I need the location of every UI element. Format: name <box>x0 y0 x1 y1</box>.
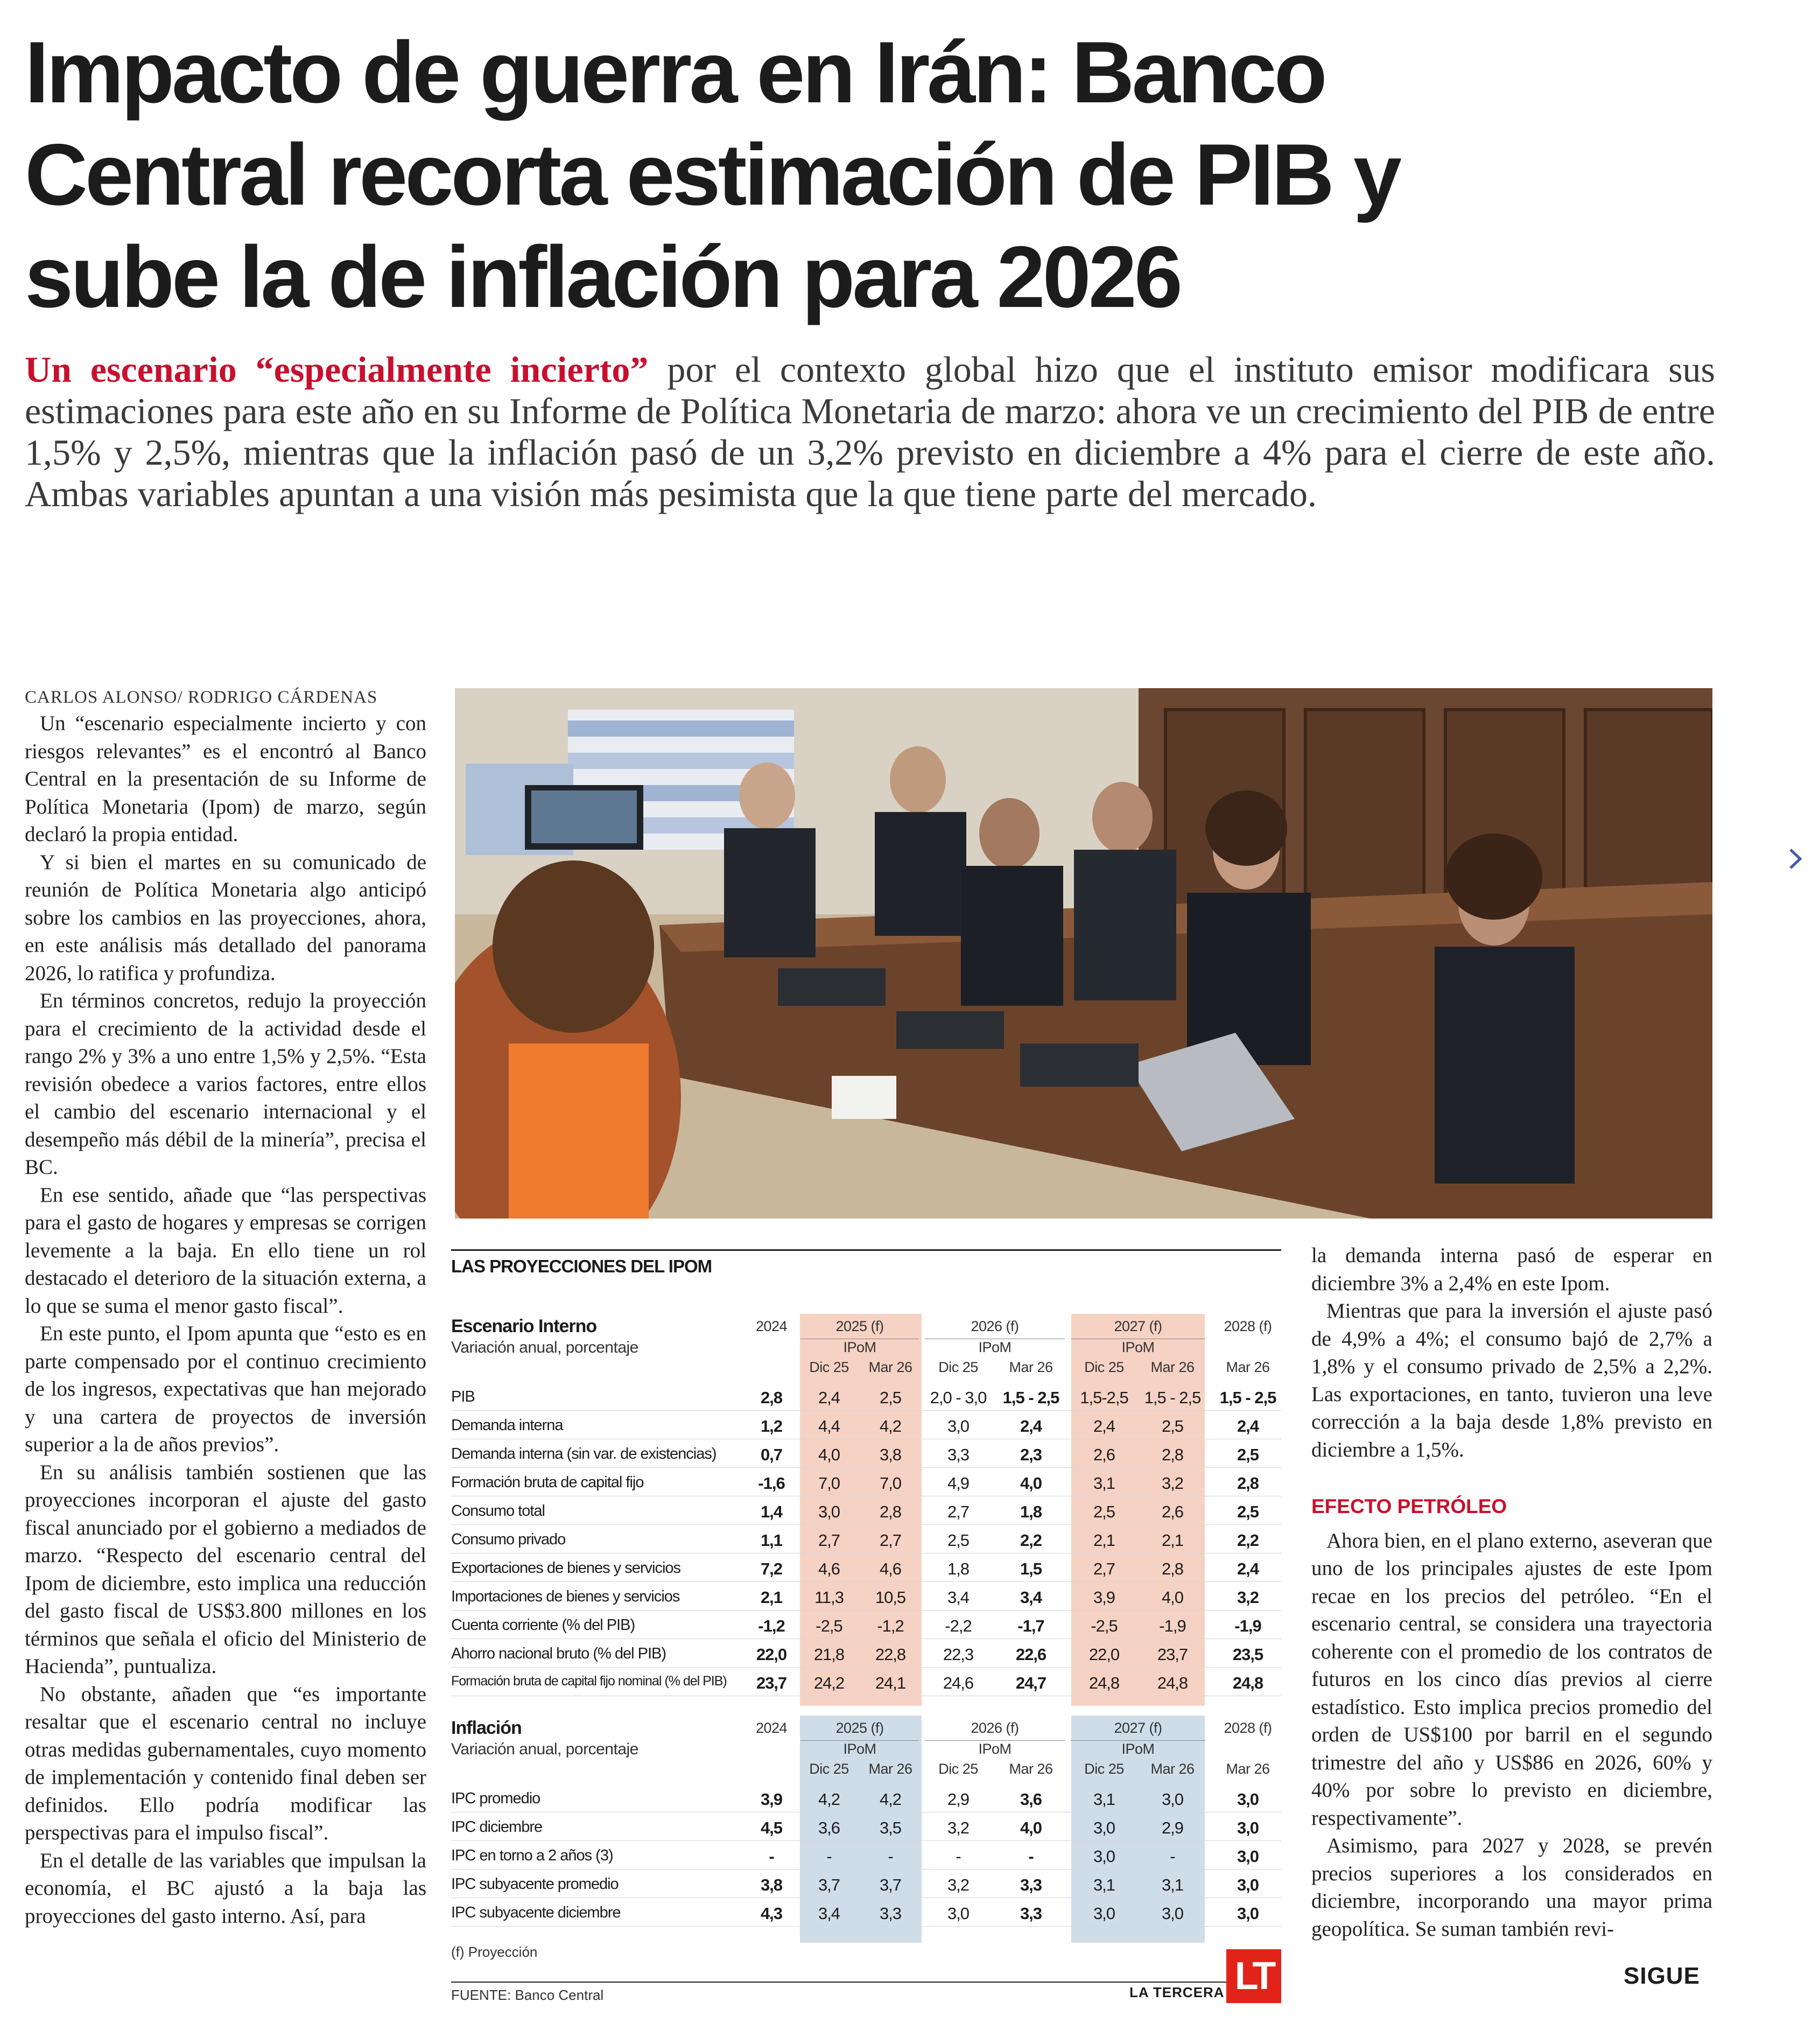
cell-value: 1,5 - 2,5 <box>1002 1388 1059 1407</box>
cell-value: 2,5 <box>1161 1417 1184 1436</box>
cell-value: 1,1 <box>760 1531 783 1550</box>
table-row <box>451 1783 1281 1812</box>
cell-value: 3,0 <box>1161 1904 1184 1923</box>
cell-value: 1,2 <box>760 1417 783 1436</box>
cell-value: 2,7 <box>818 1531 840 1550</box>
section-subhead: EFECTO PETRÓLEO <box>1311 1495 1507 1517</box>
row-label: Formación bruta de capital fijo <box>451 1474 644 1491</box>
cell-value: 22,6 <box>1015 1645 1047 1664</box>
deck-text: por el contexto global hizo que el instituto emisor modificara sus estimaciones para este año en su Informe de Política Monetaria de marzo: ahora ve un crecimiento del PIB de entre 1,5% y 2,5%, mientras que la inflación pasó de un 3,2% previsto en diciembre a 4% para el cierre de este año. Ambas variables apuntan a una visión más pesimista que la que tiene parte del mercado. <box>25 349 1715 514</box>
cell-value: 2,2 <box>1020 1531 1042 1550</box>
cell-value: 1,4 <box>760 1502 783 1521</box>
cell-value: 24,1 <box>875 1674 906 1692</box>
column-subheader: Mar 26 <box>1226 1761 1270 1777</box>
cell-value: 3,9 <box>760 1790 783 1809</box>
cell-value: 3,4 <box>1020 1588 1042 1607</box>
cell-value: 22,0 <box>756 1645 787 1664</box>
escenario-interno-section <box>451 1314 1281 1706</box>
column-subheader: Dic 25 <box>1084 1359 1124 1375</box>
cell-value: -1,2 <box>758 1616 785 1635</box>
cell-value: 2,7 <box>879 1531 902 1550</box>
cell-value: 3,3 <box>947 1445 970 1464</box>
cell-value: 1,8 <box>947 1559 970 1578</box>
la-tercera-logo: LT <box>1226 1949 1281 2003</box>
cell-value: - <box>956 1847 961 1866</box>
cell-value: 2,7 <box>947 1502 970 1521</box>
cell-value: 3,0 <box>1093 1847 1115 1866</box>
year-header: 2024 <box>755 1318 788 1334</box>
cell-value: 2,4 <box>1020 1417 1042 1436</box>
cell-value: 3,2 <box>1237 1588 1259 1607</box>
cell-value: 3,0 <box>1237 1875 1259 1894</box>
paragraph: En ese sentido, añade que “las perspectivas para el gasto de hogares y empresas se corrigen levemente a la baja. En ello tiene un rol destacado el deterioro de la situación externa, a lo que se suma el menor gasto fiscal”. <box>25 1183 426 1318</box>
paragraph: la demanda interna pasó de esperar en diciembre 3% a 2,4% en este Ipom. <box>1311 1244 1712 1295</box>
table-row <box>451 1869 1281 1898</box>
cell-value: 3,6 <box>818 1818 840 1837</box>
cell-value: 22,8 <box>875 1645 906 1664</box>
cell-value: 22,3 <box>943 1645 974 1664</box>
year-header: 2027 (f) <box>1114 1318 1162 1334</box>
cell-value: 24,7 <box>1015 1674 1047 1692</box>
table-title: LAS PROYECCIONES DEL IPOM <box>451 1249 1281 1277</box>
year-header: 2026 (f) <box>971 1318 1019 1334</box>
year-header: 2024 <box>755 1720 788 1736</box>
cell-value: 4,6 <box>879 1559 902 1578</box>
cell-value: 3,2 <box>1161 1474 1184 1493</box>
table-row <box>451 1382 1281 1411</box>
cell-value: 1,5 <box>1020 1559 1042 1578</box>
paragraph: Un “escenario especialmente incierto y con riesgos relevantes” es el encontró al Banco Central en la presentación de su Informe de Política Monetaria (Ipom) de marzo, según declaró la propia entidad. <box>25 712 426 846</box>
cell-value: 3,1 <box>1161 1875 1184 1894</box>
cell-value: 2,6 <box>1161 1502 1184 1521</box>
inflacion-section <box>451 1716 1281 1943</box>
meeting-photo-illustration <box>455 688 1712 1219</box>
table-row <box>451 1610 1281 1639</box>
cell-value: 4,9 <box>947 1474 970 1493</box>
headline: Impacto de guerra en Irán: Banco Central recorta estimación de PIB y sube la de inflación para 2026 <box>25 24 1399 326</box>
paragraph: Mientras que para la inversión el ajuste pasó de 4,9% a 4%; el consumo bajó de 2,7% a 1,8% y el consumo privado de 2,5% a 2,2%. Las exportaciones, en tanto, tuvieron una leve corrección a la baja desde 1,8% previsto en diciembre a 1,5%. <box>1311 1299 1712 1461</box>
cell-value: 4,0 <box>1020 1474 1042 1493</box>
cell-value: 4,5 <box>760 1818 783 1837</box>
cell-value: - <box>888 1847 893 1866</box>
cell-value: 3,0 <box>1237 1818 1259 1837</box>
row-label: PIB <box>451 1388 475 1405</box>
year-header: 2027 (f) <box>1114 1720 1162 1736</box>
table-row <box>451 1840 1281 1870</box>
cell-value: 24,8 <box>1232 1674 1263 1692</box>
paragraph: Ahora bien, en el plano externo, aseveran que uno de los principales ajustes de este Ipom recae en los precios del petróleo. “En el escenario central, se considera una trayectoria coherente con el promedio de los contratos de futuros en los cinco días previos al cierre estadístico. Esto implica precios promedio del orden de US$100 por barril en el segundo trimestre del año y US$86 en 2026, 60% y 40% por sobre lo previsto en diciembre, respectivamente”. <box>1311 1529 1712 1830</box>
cell-value: 4,0 <box>1020 1818 1042 1837</box>
cell-value: 23,7 <box>1157 1645 1188 1664</box>
cell-value: 1,5 - 2,5 <box>1219 1388 1276 1407</box>
paragraph: En este punto, el Ipom apunta que “esto es en parte compensado por el continuo crecimiento de los ingresos, expectativas que han mejorado y una cartera de proyectos de inversión superior a la de años previos”. <box>25 1322 426 1456</box>
row-label: Demanda interna (sin var. de existencias) <box>451 1445 717 1462</box>
cell-value: 3,0 <box>1237 1790 1259 1809</box>
cell-value: 2,3 <box>1020 1445 1042 1464</box>
cell-value: 2,8 <box>760 1388 783 1407</box>
cell-value: 2,4 <box>1093 1417 1115 1436</box>
publisher-name: LA TERCERA <box>1129 1984 1225 2000</box>
cell-value: 3,2 <box>947 1875 970 1894</box>
ipom-label: IPoM <box>925 1339 1065 1356</box>
cell-value: 2,8 <box>879 1502 902 1521</box>
cell-value: 2,4 <box>1237 1417 1259 1436</box>
next-arrow-button[interactable] <box>1776 840 1812 878</box>
column-subheader: Mar 26 <box>868 1359 912 1375</box>
cell-value: 4,2 <box>879 1417 902 1436</box>
cell-value: -1,6 <box>758 1474 785 1493</box>
row-label: Consumo total <box>451 1502 545 1520</box>
section-subtitle: Variación anual, porcentaje <box>451 1740 638 1758</box>
cell-value: 3,5 <box>879 1818 902 1837</box>
cell-value: 3,7 <box>818 1875 840 1894</box>
cell-value: 24,8 <box>1088 1674 1120 1692</box>
table-row <box>451 1524 1281 1553</box>
row-label: IPC subyacente promedio <box>451 1875 619 1893</box>
cell-value: 3,0 <box>1237 1847 1259 1866</box>
cell-value: 3,0 <box>947 1904 970 1923</box>
cell-value: 2,2 <box>1237 1531 1259 1550</box>
cell-value: 2,5 <box>879 1388 902 1407</box>
column-subheader: Dic 25 <box>809 1761 849 1777</box>
cell-value: 2,8 <box>1237 1474 1259 1493</box>
column-subheader: Mar 26 <box>1009 1761 1053 1777</box>
cell-value: 2,5 <box>947 1531 970 1550</box>
row-label: Consumo privado <box>451 1531 566 1548</box>
table-note: (f) Proyección <box>451 1944 538 1960</box>
cell-value: 3,4 <box>818 1904 840 1923</box>
cell-value: -1,2 <box>877 1616 904 1635</box>
cell-value: 3,9 <box>1093 1588 1115 1607</box>
cell-value: 3,3 <box>1020 1904 1042 1923</box>
cell-value: - <box>826 1847 832 1866</box>
cell-value: 4,0 <box>1161 1588 1184 1607</box>
column-subheader: Dic 25 <box>1084 1761 1124 1777</box>
cell-value: 3,0 <box>1093 1818 1115 1837</box>
column-subheader: Dic 25 <box>938 1359 978 1375</box>
table-row <box>451 1639 1281 1668</box>
ipom-label: IPoM <box>800 1339 919 1356</box>
column-subheader: Mar 26 <box>1150 1359 1195 1375</box>
cell-value: 3,0 <box>818 1502 840 1521</box>
cell-value: 11,3 <box>814 1588 844 1607</box>
row-label: Formación bruta de capital fijo nominal (% del PIB) <box>451 1674 727 1689</box>
cell-value: 10,5 <box>875 1588 906 1607</box>
deck-lead: Un escenario “especialmente incierto” <box>25 349 649 390</box>
section-subtitle: Variación anual, porcentaje <box>451 1339 638 1356</box>
cell-value: 4,2 <box>879 1790 902 1809</box>
year-header: 2025 (f) <box>835 1318 884 1334</box>
cell-value: 2,8 <box>1161 1445 1184 1464</box>
cell-value: 24,8 <box>1157 1674 1188 1692</box>
cell-value: 1,5 - 2,5 <box>1144 1388 1201 1407</box>
paragraph: En términos concretos, redujo la proyección para el crecimiento de la actividad desde el rango 2% y 3% a uno entre 1,5% y 2,5%. “Esta revisión obedece a varios factores, entre ellos el cambio del escenario internacional y el desempeño más débil de la minería”, precisa el BC. <box>25 989 426 1179</box>
cell-value: 3,3 <box>1020 1875 1042 1894</box>
cell-value: - <box>769 1847 774 1866</box>
cell-value: 4,6 <box>818 1559 840 1578</box>
cell-value: 7,0 <box>818 1474 840 1493</box>
cell-value: -2,5 <box>1091 1616 1118 1635</box>
column-subheader: Mar 26 <box>1009 1359 1053 1375</box>
cell-value: 2,9 <box>947 1790 970 1809</box>
cell-value: 23,5 <box>1232 1645 1263 1664</box>
cell-value: 3,1 <box>1093 1790 1115 1809</box>
year-header: 2028 (f) <box>1224 1720 1272 1736</box>
table-row <box>451 1553 1281 1582</box>
cell-value: 3,4 <box>947 1588 970 1607</box>
row-label: IPC en torno a 2 años (3) <box>451 1847 613 1864</box>
row-label: Importaciones de bienes y servicios <box>451 1588 680 1605</box>
table-row <box>451 1439 1281 1468</box>
cell-value: 3,1 <box>1093 1875 1115 1894</box>
cell-value: 0,7 <box>760 1445 783 1464</box>
paragraph: Asimismo, para 2027 y 2028, se prevén precios superiores a los considerados en diciembre, incorporando una mayor prima geopolítica. Se suman también revi- <box>1311 1834 1712 1941</box>
cell-value: -1,9 <box>1159 1616 1186 1635</box>
cell-value: 3,1 <box>1093 1474 1115 1493</box>
year-header: 2026 (f) <box>971 1720 1019 1736</box>
cell-value: 2,1 <box>760 1588 783 1607</box>
projections-table <box>451 1249 1281 2014</box>
row-label: Demanda interna <box>451 1417 563 1434</box>
column-subheader: Dic 25 <box>809 1359 849 1375</box>
row-label: IPC diciembre <box>451 1818 543 1836</box>
source-text: FUENTE: Banco Central <box>451 1987 604 2003</box>
left-column <box>25 685 426 1930</box>
cell-value: 4,2 <box>818 1790 840 1809</box>
cell-value: 7,2 <box>760 1559 783 1578</box>
ipom-label: IPoM <box>1071 1740 1205 1758</box>
cell-value: 2,9 <box>1161 1818 1184 1837</box>
cell-value: 3,3 <box>879 1904 902 1923</box>
cell-value: 3,2 <box>947 1818 970 1837</box>
cell-value: 2,4 <box>818 1388 840 1407</box>
paragraph: En el detalle de las variables que impulsan la economía, el BC ajustó a la baja las proyecciones del gasto interno. Así, para <box>25 1849 426 1928</box>
cell-value: 2,1 <box>1161 1531 1184 1550</box>
table-row <box>451 1898 1281 1927</box>
cell-value: -1,7 <box>1017 1616 1044 1635</box>
byline: CARLOS ALONSO/ RODRIGO CÁRDENAS <box>25 688 378 707</box>
ipom-label: IPoM <box>800 1740 919 1758</box>
cell-value: 1,5-2,5 <box>1080 1388 1128 1407</box>
cell-value: 21,8 <box>813 1645 845 1664</box>
column-subheader: Dic 25 <box>938 1761 978 1777</box>
cell-value: 3,0 <box>1237 1904 1259 1923</box>
row-label: Ahorro nacional bruto (% del PIB) <box>451 1645 666 1662</box>
column-subheader: Mar 26 <box>868 1761 912 1777</box>
cell-value: 2,5 <box>1237 1502 1259 1521</box>
section-title: Escenario Interno <box>451 1316 597 1336</box>
cell-value: 4,3 <box>760 1904 783 1923</box>
table-row <box>451 1667 1281 1696</box>
cell-value: 3,6 <box>1020 1790 1042 1809</box>
year-header: 2025 (f) <box>835 1720 884 1736</box>
paragraph: Y si bien el martes en su comunicado de reunión de Política Monetaria algo anticipó sobre los cambios en las proyecciones, ahora, en este análisis más detallado del panorama 2026, lo ratifica y profundiza. <box>25 850 426 985</box>
cell-value: 2,0 - 3,0 <box>930 1388 987 1407</box>
cell-value: 2,4 <box>1237 1559 1259 1578</box>
row-label: Cuenta corriente (% del PIB) <box>451 1616 635 1634</box>
deck <box>25 349 1715 515</box>
table-row <box>451 1410 1281 1439</box>
table-row <box>451 1496 1281 1525</box>
cell-value: 4,0 <box>818 1445 840 1464</box>
cell-value: 4,4 <box>818 1417 840 1436</box>
cell-value: 2,6 <box>1093 1445 1115 1464</box>
column-subheader: Mar 26 <box>1226 1359 1270 1375</box>
row-label: Exportaciones de bienes y servicios <box>451 1559 681 1577</box>
cell-value: 22,0 <box>1088 1645 1120 1664</box>
cell-value: -2,5 <box>816 1616 842 1635</box>
cell-value: 1,8 <box>1020 1502 1042 1521</box>
cell-value: 2,8 <box>1161 1559 1184 1578</box>
ipom-label: IPoM <box>925 1740 1065 1758</box>
paragraph: En su análisis también sostienen que las proyecciones incorporan el ajuste del gasto fiscal anunciado por el gobierno a mediados de marzo. “Respecto del escenario central del Ipom de diciembre, esto implica una reducción del gasto fiscal de US$3.800 millones en los términos que señala el oficio del Ministerio de Hacienda”, puntualiza. <box>25 1460 426 1678</box>
cell-value: - <box>1028 1847 1034 1866</box>
cell-value: 3,0 <box>1093 1904 1115 1923</box>
right-column <box>1311 1242 1712 1943</box>
cell-value: 3,8 <box>760 1875 783 1894</box>
cell-value: 2,5 <box>1237 1445 1259 1464</box>
cell-value: - <box>1170 1847 1175 1866</box>
section-title: Inflación <box>451 1718 522 1738</box>
cell-value: 7,0 <box>879 1474 902 1493</box>
column-subheader: Mar 26 <box>1150 1761 1195 1777</box>
year-header: 2028 (f) <box>1224 1318 1272 1334</box>
ipom-label: IPoM <box>1071 1339 1205 1356</box>
table-row <box>451 1581 1281 1611</box>
cell-value: 2,7 <box>1093 1559 1115 1578</box>
table-row <box>451 1812 1281 1841</box>
cell-value: 3,0 <box>1161 1790 1184 1809</box>
cell-value: 23,7 <box>756 1674 787 1692</box>
cell-value: -2,2 <box>945 1616 972 1635</box>
cell-value: 24,2 <box>813 1674 845 1692</box>
row-label: IPC promedio <box>451 1790 540 1807</box>
cell-value: 3,8 <box>879 1445 902 1464</box>
cell-value: 3,0 <box>947 1417 970 1436</box>
paragraph: No obstante, añaden que “es importante resaltar que el escenario central no incluye otras medidas gubernamentales, cuyo momento de implementación y contenido final deben ser definidos. Ello podría modificar las perspectivas para el impulso fiscal”. <box>25 1682 426 1844</box>
cell-value: 2,1 <box>1093 1531 1115 1550</box>
cell-value: -1,9 <box>1234 1616 1261 1635</box>
cell-value: 24,6 <box>943 1674 974 1692</box>
cell-value: 2,5 <box>1093 1502 1115 1521</box>
meeting-photo <box>455 688 1712 1219</box>
continued-label: SIGUE <box>1624 1963 1700 1989</box>
chevron-right-icon <box>1776 840 1812 878</box>
row-label: IPC subyacente diciembre <box>451 1904 621 1921</box>
cell-value: 3,7 <box>879 1875 902 1894</box>
table-row <box>451 1467 1281 1496</box>
